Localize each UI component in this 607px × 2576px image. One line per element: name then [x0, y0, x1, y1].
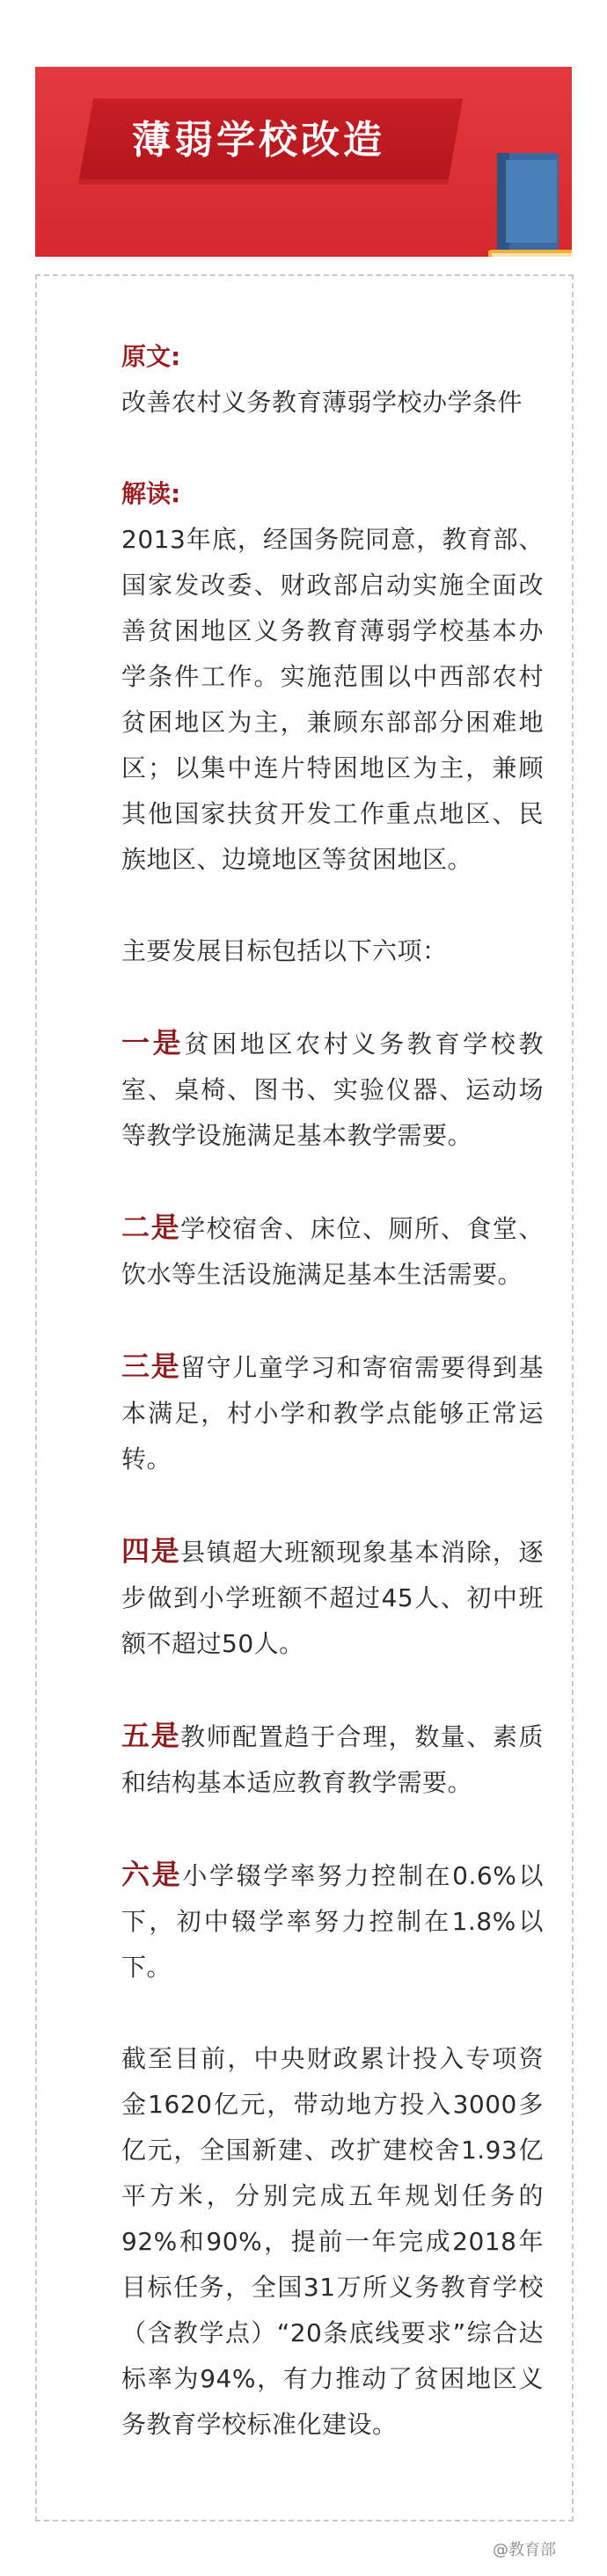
summary-text: 截至目前，中央财政累计投入专项资金1620亿元，带动地方投入3000多亿元，全国新建、改扩建校舍1.93亿平方米，分别完成五年规划任务的92%和90%，提前一年完成2018年目标任务，全国31万所义务教育学校（含教学点）“20条底线要求”综合达标率为94%，有力推动了贫困地区义务教育学校标准化建设。: [121, 2044, 544, 2439]
original-text: 改善农村义务教育薄弱学校办学条件: [121, 388, 523, 417]
interpret-heading: 解读:: [121, 479, 181, 508]
header-banner: [35, 67, 572, 257]
goal-lead: 五是: [121, 1719, 181, 1752]
goal-lead: 三是: [121, 1350, 181, 1383]
article-body: [121, 334, 544, 2448]
goal-lead: 四是: [121, 1534, 181, 1568]
goal-text: 县镇超大班额现象基本消除，逐步做到小学班额不超过45人、初中班额不超过50人。: [121, 1538, 544, 1658]
interpret-text: 2013年底，经国务院同意，教育部、国家发改委、财政部启动实施全面改善贫困地区义务教育薄弱学校基本办学条件工作。实施范围以中西部农村贫困地区为主，兼顾东部部分困难地区；以集中连片特困地区为主，兼顾其他国家扶贫开发工作重点地区、民族地区、边境地区等贫困地区。: [121, 525, 544, 874]
original-heading: 原文:: [121, 342, 181, 371]
goals-intro: 主要发展目标包括以下六项：: [121, 936, 448, 965]
goal-item: [121, 1204, 544, 1298]
goal-item: [121, 1713, 544, 1806]
books-icon: [479, 153, 572, 257]
goal-item: [121, 1528, 544, 1667]
goal-item: [121, 1020, 544, 1159]
goal-text: 教师配置趋于合理，数量、素质和结构基本适应教育教学需要。: [121, 1722, 544, 1797]
goal-text: 学校宿舍、床位、厕所、食堂、饮水等生活设施满足基本生活需要。: [121, 1214, 544, 1289]
goal-lead: 二是: [121, 1211, 181, 1244]
goal-item: [121, 1852, 544, 1990]
goal-text: 小学辍学率努力控制在0.6%以下，初中辍学率努力控制在1.8%以下。: [121, 1861, 544, 1982]
goal-item: [121, 1343, 544, 1482]
goal-lead: 一是: [121, 1026, 185, 1059]
watermark: @教育部: [493, 2541, 556, 2559]
page-title: 薄弱学校改造: [132, 118, 385, 163]
goal-text: 贫困地区农村义务教育学校教室、桌椅、图书、实验仪器、运动场等教学设施满足基本教学需要。: [121, 1030, 544, 1150]
goal-text: 留守儿童学习和寄宿需要得到基本满足，村小学和教学点能够正常运转。: [121, 1353, 544, 1474]
goal-lead: 六是: [121, 1858, 183, 1891]
